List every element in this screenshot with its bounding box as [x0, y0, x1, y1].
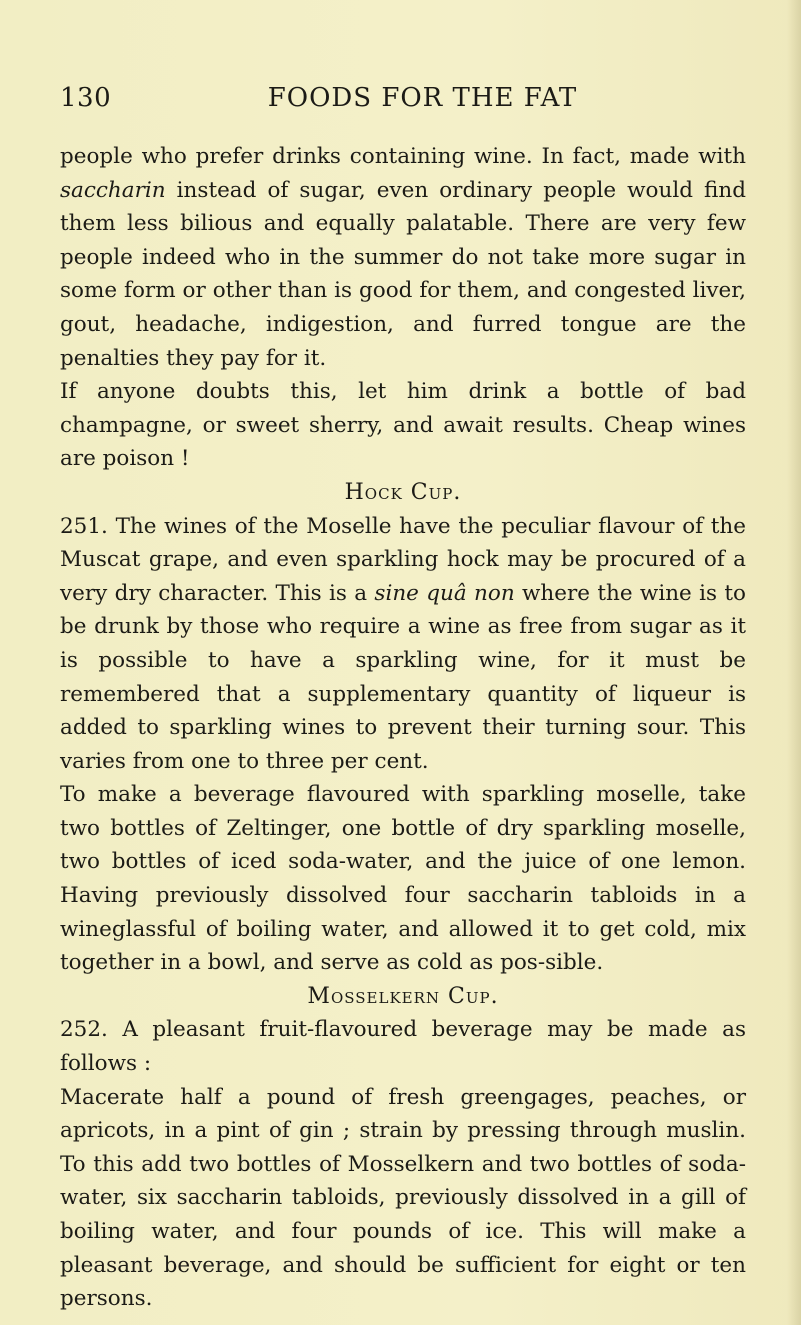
paragraph-5	[60, 1013, 746, 1080]
paragraph-6: Macerate half a pound of fresh greengages, peaches, or apricots, in a pint of gin ; strain by pressing through muslin. To this add two bottles of Mosselkern and two bottles of soda-water, six saccharin tabloids, previously dissolved in a gill of boiling water, and four pounds of ice. This will make a pleasant beverage, and should be sufficient for eight or ten persons.	[60, 1084, 746, 1312]
recipe-number-251: 251.	[60, 513, 108, 539]
paragraph-3-text-a: The wines of the Moselle have the peculiar flavour of the Muscat grape, and even sparkling hock may be procured of a very dry character. This is a	[60, 513, 746, 606]
paragraph-2: If anyone doubts this, let him drink a bottle of bad champagne, or sweet sherry, and await results. Cheap wines are poison !	[60, 379, 746, 472]
recipe-number-252: 252.	[60, 1017, 108, 1043]
paragraph-1-text-b: instead of sugar, even ordinary people would find them less bilious and equally palatable. There are very few people indeed who in the summer do not take more sugar in some form or other than is good for them, and congested liver, gout, headache, indigestion, and furred tongue are the penalties they pay for it.	[60, 177, 746, 371]
page-number: 130	[60, 83, 112, 113]
paragraph-5-text: A pleasant fruit-flavoured beverage may be made as follows :	[60, 1017, 746, 1077]
page-header	[60, 83, 750, 123]
body-text	[60, 140, 746, 1316]
paragraph-3-italic: sine quâ non	[374, 580, 515, 606]
paragraph-1-text-a: people who prefer drinks containing wine. In fact, made with	[60, 144, 746, 169]
section-heading-hock-cup: Hock Cup.	[344, 479, 462, 505]
paragraph-3	[60, 510, 746, 779]
paragraph-4: To make a beverage flavoured with sparkling moselle, take two bottles of Zeltinger, one bottle of dry sparkling moselle, two bottles of iced soda-water, and the juice of one lemon. Having previously dissolved four saccharin tabloids in a wineglassful of boiling water, and allowed it to get cold, mix together in a bowl, and serve as cold as pos-sible.	[60, 782, 746, 976]
running-title: FOODS FOR THE FAT	[267, 83, 578, 113]
paragraph-1	[60, 140, 746, 375]
paragraph-1-italic: saccharin	[60, 177, 166, 203]
page-edge-shadow	[787, 0, 801, 1325]
section-heading-mosselkern-cup: Mosselkern Cup.	[307, 983, 499, 1009]
paragraph-3-text-b: where the wine is to be drunk by those who require a wine as free from sugar as it is possible to have a sparkling wine, for it must be remembered that a supplementary quantity of liqueur is added to sparkling wines to prevent their turning sour. This varies from one to three per cent.	[60, 580, 746, 774]
